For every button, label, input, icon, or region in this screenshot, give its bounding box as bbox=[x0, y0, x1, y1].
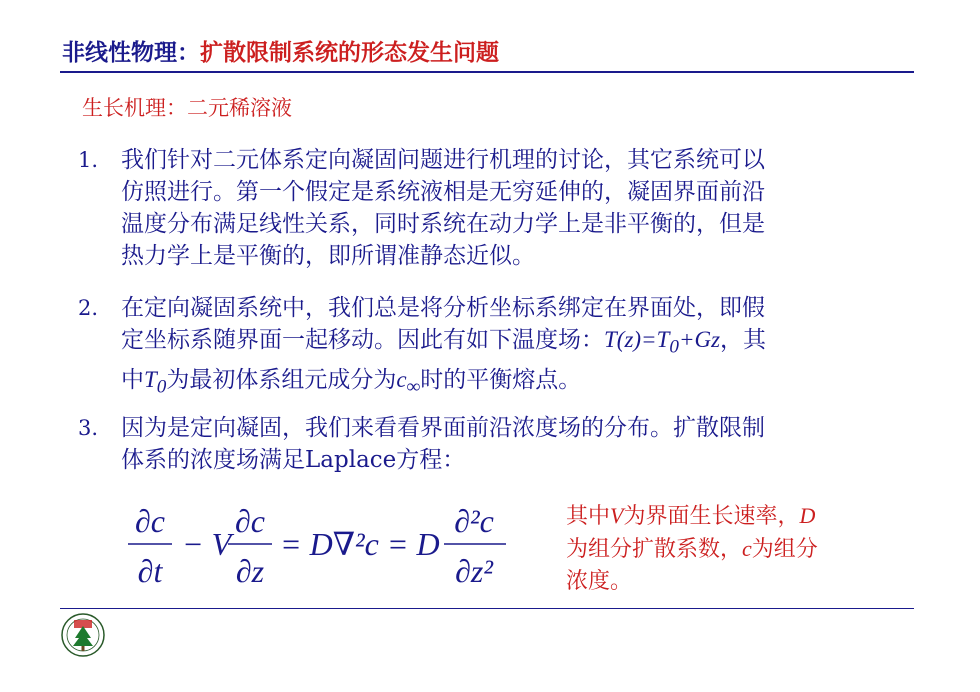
fraction-1-numerator: ∂c bbox=[134, 503, 166, 539]
item-number: 3. bbox=[78, 416, 99, 440]
item-line-text: 中 bbox=[121, 366, 144, 393]
item-line-text: 定坐标系随界面一起移动。因此有如下温度场： bbox=[121, 327, 604, 353]
list-item-3 bbox=[78, 412, 914, 476]
symbol: c bbox=[396, 366, 407, 392]
item-line: 因为是定向凝固，我们来看看界面前沿浓度场的分布。扩散限制 bbox=[121, 415, 765, 441]
item-line: 热力学上是平衡的，即所谓准静态近似。 bbox=[121, 243, 535, 269]
symbol-v: V bbox=[610, 503, 624, 528]
item-text bbox=[121, 144, 914, 272]
formula-minus-v: − V bbox=[182, 526, 232, 562]
item-line-text: 时的平衡熔点。 bbox=[420, 366, 582, 393]
note-text: 为组分 bbox=[751, 537, 818, 562]
slide-title bbox=[62, 34, 499, 67]
symbol: T bbox=[144, 366, 157, 392]
formula-part: +Gz bbox=[678, 327, 721, 352]
note-text: 为组分扩散系数， bbox=[566, 537, 743, 562]
laplace-equation bbox=[126, 494, 526, 594]
fraction-3-numerator: ∂²c bbox=[454, 503, 494, 539]
note-text: 为界面生长速率， bbox=[623, 504, 800, 529]
formula-part: T(z)=T bbox=[604, 327, 670, 352]
variable-note bbox=[566, 500, 818, 598]
formula-subscript: 0 bbox=[669, 336, 679, 358]
item-line bbox=[121, 324, 914, 364]
symbol-c-infinity bbox=[396, 366, 421, 398]
university-emblem-icon bbox=[60, 612, 106, 658]
fraction-2-numerator: ∂c bbox=[234, 503, 266, 539]
list-item-2 bbox=[78, 292, 914, 403]
symbol-T0 bbox=[144, 366, 167, 398]
note-line bbox=[566, 500, 818, 533]
item-line: 我们针对二元体系定向凝固问题进行机理的讨论，其它系统可以 bbox=[121, 147, 765, 173]
footer-divider bbox=[60, 608, 914, 609]
symbol-subscript: 0 bbox=[156, 376, 167, 398]
item-line-text: 为最初体系组元成分为 bbox=[166, 366, 397, 393]
item-line: 体系的浓度场满足Laplace方程： bbox=[121, 447, 466, 473]
note-line bbox=[566, 533, 818, 566]
item-line-tail: ，其 bbox=[720, 327, 767, 353]
item-number: 1. bbox=[78, 148, 99, 172]
formula-middle: = D∇²c = D bbox=[280, 526, 440, 562]
note-line: 浓度。 bbox=[566, 569, 633, 594]
symbol-d: D bbox=[799, 503, 816, 528]
item-text bbox=[121, 292, 914, 403]
note-text: 其中 bbox=[566, 504, 611, 529]
fraction-2-denominator: ∂z bbox=[235, 553, 265, 589]
item-line bbox=[121, 364, 914, 404]
title-part-1: 非线性物理： bbox=[62, 40, 200, 66]
symbol-c: c bbox=[742, 536, 752, 561]
fraction-3-denominator: ∂z² bbox=[455, 553, 493, 589]
item-line: 温度分布满足线性关系，同时系统在动力学上是非平衡的，但是 bbox=[121, 211, 765, 237]
item-line: 仿照进行。第一个假定是系统液相是无穷延伸的，凝固界面前沿 bbox=[121, 179, 765, 205]
item-line: 在定向凝固系统中，我们总是将分析坐标系绑定在界面处，即假 bbox=[121, 295, 765, 321]
subtitle: 生长机理：二元稀溶液 bbox=[82, 96, 292, 120]
title-part-2: 扩散限制系统的形态发生问题 bbox=[200, 40, 499, 66]
title-divider bbox=[60, 71, 914, 73]
item-text bbox=[121, 412, 914, 476]
symbol-subscript: ∞ bbox=[406, 376, 421, 398]
temperature-formula bbox=[604, 327, 721, 358]
list-item-1 bbox=[78, 144, 914, 272]
fraction-1-denominator: ∂t bbox=[137, 553, 163, 589]
item-number: 2. bbox=[78, 296, 99, 320]
